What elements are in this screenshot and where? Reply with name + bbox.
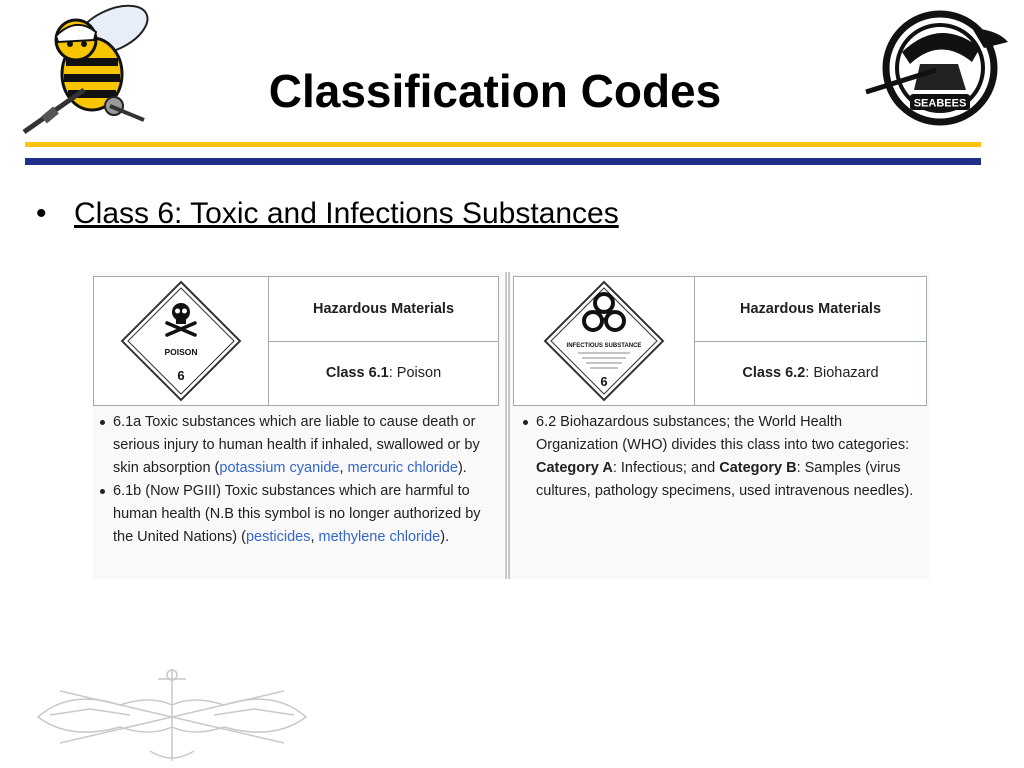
hazmat-table-6-2 <box>513 276 927 406</box>
biohazard-icon <box>542 279 666 403</box>
link-potassium-cyanide[interactable]: potassium cyanide <box>219 460 340 476</box>
seabees-badge-logo <box>862 8 1012 130</box>
class-label: Class 6.1 <box>325 365 389 382</box>
seabee-logo <box>14 2 164 142</box>
panel-divider <box>505 272 507 579</box>
class-cell <box>695 341 927 406</box>
link-pesticides[interactable]: pesticides <box>245 529 311 545</box>
item-text: ). <box>457 460 467 476</box>
panel-class-6-2 <box>508 272 930 579</box>
item-text: 6.1a Toxic substances which are liable to cause death or serious injury to human health if inhaled, swallowed or by skin absorption ( <box>113 414 480 476</box>
item-text: 6.1b (Now PGIII) Toxic substances which are harmful to human health (N.B this symbol is no longer authorized by the United Nations) ( <box>113 483 481 545</box>
item-text: ). <box>440 529 450 545</box>
class-label: Class 6.2 <box>742 365 806 382</box>
item-text: , <box>310 529 319 545</box>
navy-rule <box>25 158 981 165</box>
poison-sign-cell <box>94 277 269 406</box>
slide-title: Classification Codes <box>268 65 722 117</box>
sign-word: INFECTIOUS SUBSTANCE <box>566 343 642 349</box>
naval-emblem-watermark <box>30 665 314 765</box>
link-mercuric-chloride[interactable]: mercuric chloride <box>347 460 458 476</box>
item-text: : Samples (virus cultures, pathology specimens, used intravenous needles). <box>536 460 914 499</box>
class-cell <box>269 341 499 406</box>
badge-text: SEABEES <box>913 97 967 110</box>
table-header: Hazardous Materials <box>269 277 499 342</box>
list-item <box>536 411 928 503</box>
gold-rule <box>25 142 981 147</box>
bullet-text: Class 6: Toxic and Infections Substances <box>74 197 619 230</box>
sign-word: POISON <box>164 347 198 357</box>
category-b: Category B <box>719 460 797 476</box>
skull-crossbones-icon <box>119 279 243 403</box>
item-text: , <box>339 460 348 476</box>
panel-class-6-1 <box>93 272 504 579</box>
list-item <box>113 480 499 549</box>
hazmat-table-6-1 <box>93 276 499 406</box>
item-text: 6.2 Biohazardous substances; the World Health Organization (WHO) divides this class into two categories: <box>536 414 910 453</box>
class-name: : Poison <box>388 365 442 382</box>
category-a: Category A <box>536 460 613 476</box>
class-6-2-list <box>516 411 928 503</box>
bullet-point <box>36 194 619 234</box>
bullet-marker: • <box>36 197 47 230</box>
table-header: Hazardous Materials <box>695 277 927 342</box>
class-name: : Biohazard <box>805 365 879 382</box>
link-methylene-chloride[interactable]: methylene chloride <box>318 529 441 545</box>
sign-number: 6 <box>600 374 608 389</box>
biohazard-sign-cell <box>514 277 695 406</box>
list-item <box>113 411 499 480</box>
sign-number: 6 <box>177 368 185 383</box>
class-6-1-list <box>93 411 499 549</box>
item-text: : Infectious; and <box>612 460 720 476</box>
